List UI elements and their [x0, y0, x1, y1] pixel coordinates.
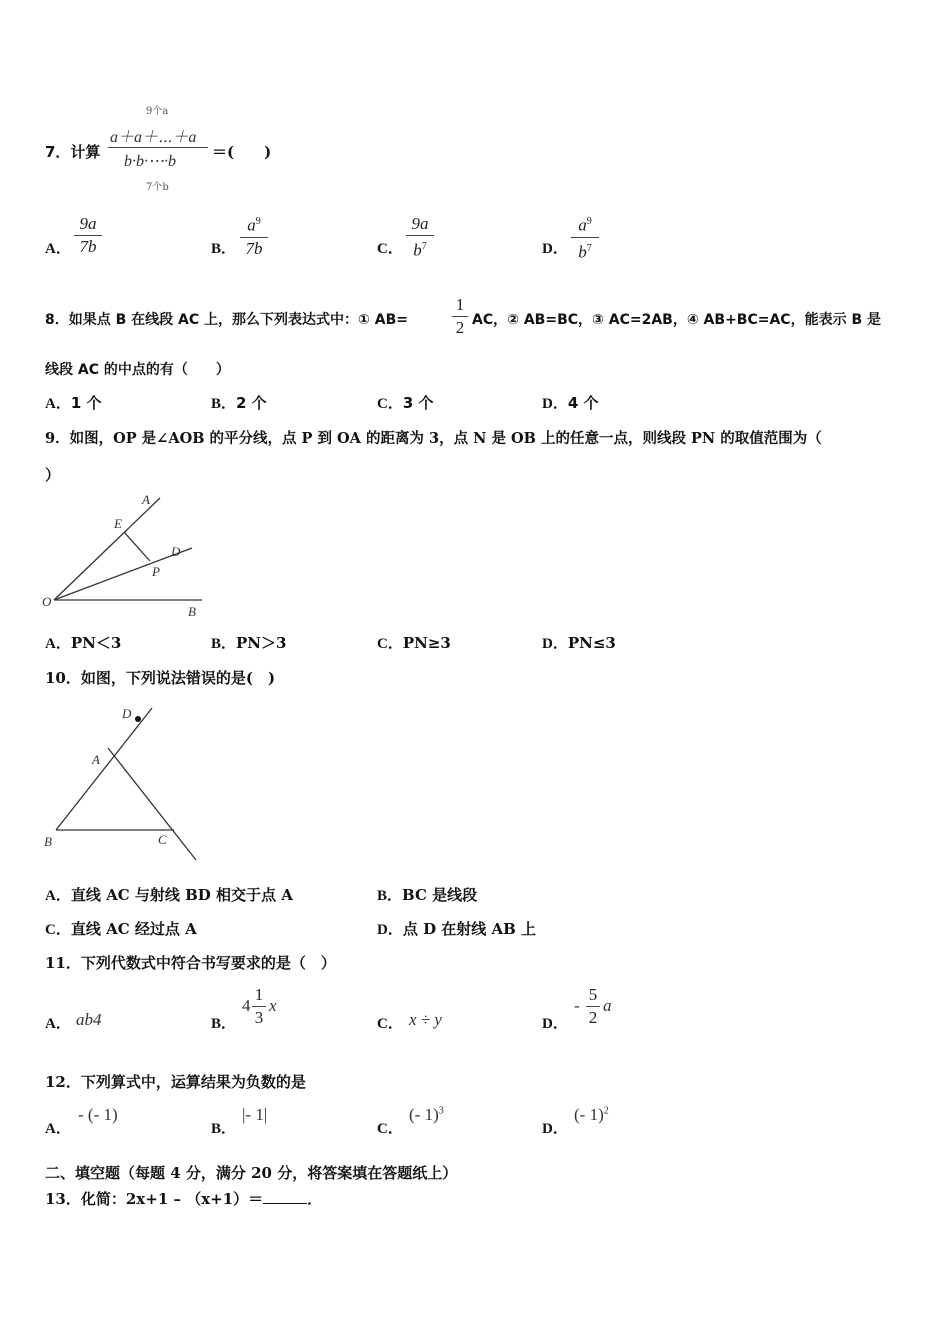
answer-blank[interactable]	[263, 1189, 307, 1204]
q10-line1: 10．如图，下列说法错误的是( )	[45, 669, 276, 687]
option-expression: |- 1|	[242, 1105, 268, 1124]
ray-oa	[54, 498, 160, 600]
q7-number: 7．计算	[45, 143, 101, 161]
q9-option-b[interactable]: B．PN＞3	[211, 634, 287, 652]
line-ac	[108, 748, 196, 860]
label-a: A	[142, 492, 150, 507]
q9-line2: ）	[45, 466, 61, 484]
option-label: B．	[211, 1121, 237, 1137]
q13-text: 13．化简：2x+1 – （x+1）＝	[45, 1190, 264, 1208]
label-a: A	[92, 752, 100, 767]
q9-figure	[40, 488, 220, 623]
q10-option-b[interactable]: B．BC 是线段	[377, 886, 478, 904]
option-label: A．	[45, 1121, 71, 1137]
option-expression: ab4	[76, 1010, 102, 1029]
q7-fraction-bar	[108, 147, 208, 148]
q9-line1: 9．如图，OP 是∠AOB 的平分线，点 P 到 OA 的距离为 3，点 N 是 OB 上的任意一点，则线段 PN 的取值范围为（	[45, 430, 822, 447]
q10-option-d[interactable]: D．点 D 在射线 AB 上	[377, 920, 537, 938]
q7-numerator: a＋a＋⋯＋a	[110, 129, 197, 146]
option-variable: x	[269, 996, 277, 1015]
option-expression: - (- 1)	[78, 1105, 118, 1124]
option-label: B．	[211, 241, 237, 257]
option-fraction: 9a 7b	[74, 214, 102, 257]
mixed-number-whole: 4	[242, 996, 251, 1015]
q8-line1-start: 8．如果点 B 在线段 AC 上，那么下列表达式中：① AB=	[45, 312, 408, 328]
q7-bottom-brace-text: 7个b	[146, 182, 169, 193]
label-d: D	[122, 706, 132, 721]
option-label: B．	[211, 1016, 237, 1032]
q13-tail: ．	[307, 1190, 323, 1208]
option-variable: a	[603, 996, 612, 1015]
segment-pe	[124, 532, 150, 561]
q8-option-c[interactable]: C．3 个	[377, 394, 434, 412]
option-label: C．	[377, 241, 403, 257]
q8-option-b[interactable]: B．2 个	[211, 394, 267, 412]
q12-line1: 12．下列算式中，运算结果为负数的是	[45, 1073, 306, 1091]
option-label: C．	[377, 1121, 403, 1137]
section-title: 二、填空题（每题 4 分，满分 20 分，将答案填在答题纸上）	[45, 1164, 458, 1182]
q11-line1: 11．下列代数式中符合书写要求的是（ ）	[45, 954, 336, 972]
option-fraction: $a^9$ 7b	[240, 212, 268, 259]
q8-fraction: 1 2	[452, 295, 468, 338]
q7-tail: ＝( )	[212, 143, 272, 161]
q8-option-a[interactable]: A．1 个	[45, 394, 102, 412]
option-fraction: 1 3	[252, 985, 266, 1028]
q7-top-brace-text: 9个a	[146, 106, 169, 117]
q9-option-c[interactable]: C．PN≥3	[377, 634, 451, 652]
q9-option-a[interactable]: A．PN＜3	[45, 634, 122, 652]
option-label: D．	[542, 241, 568, 257]
label-b: B	[188, 604, 196, 619]
line-bd	[56, 708, 152, 830]
label-p: P	[152, 564, 160, 579]
point-d	[135, 716, 141, 722]
q7-denominator: b·b·⋯·b	[124, 153, 176, 170]
option-fraction: 9a $b^7$	[406, 214, 434, 261]
q10-figure	[40, 698, 210, 863]
option-label: D．	[542, 1121, 568, 1137]
q10-option-c[interactable]: C．直线 AC 经过点 A	[45, 920, 197, 938]
label-e: E	[114, 516, 122, 531]
label-c: C	[158, 832, 167, 847]
option-label: C．	[377, 1016, 403, 1032]
option-label: A．	[45, 1016, 71, 1032]
label-o: O	[42, 594, 52, 609]
q8-option-d[interactable]: D．4 个	[542, 394, 599, 412]
q8-line2: 线段 AC 的中点的有（ ）	[45, 362, 230, 378]
q13-line	[45, 1188, 322, 1209]
option-sign: -	[574, 996, 580, 1015]
option-fraction: $a^9$ $b^7$	[571, 212, 599, 262]
label-d: D	[171, 544, 181, 559]
q8-line1-end: AC，② AB=BC，③ AC=2AB，④ AB+BC=AC，能表示 B 是	[472, 312, 882, 328]
option-label: D．	[542, 1016, 568, 1032]
label-b: B	[44, 834, 52, 849]
option-expression: (- 1)$^3$	[409, 1105, 444, 1124]
q10-option-a[interactable]: A．直线 AC 与射线 BD 相交于点 A	[45, 886, 293, 904]
option-fraction: 5 2	[586, 985, 600, 1028]
option-expression: x ÷ y	[409, 1010, 442, 1029]
option-label: A．	[45, 241, 71, 257]
option-expression: (- 1)$^2$	[574, 1105, 609, 1124]
q9-option-d[interactable]: D．PN≤3	[542, 634, 616, 652]
